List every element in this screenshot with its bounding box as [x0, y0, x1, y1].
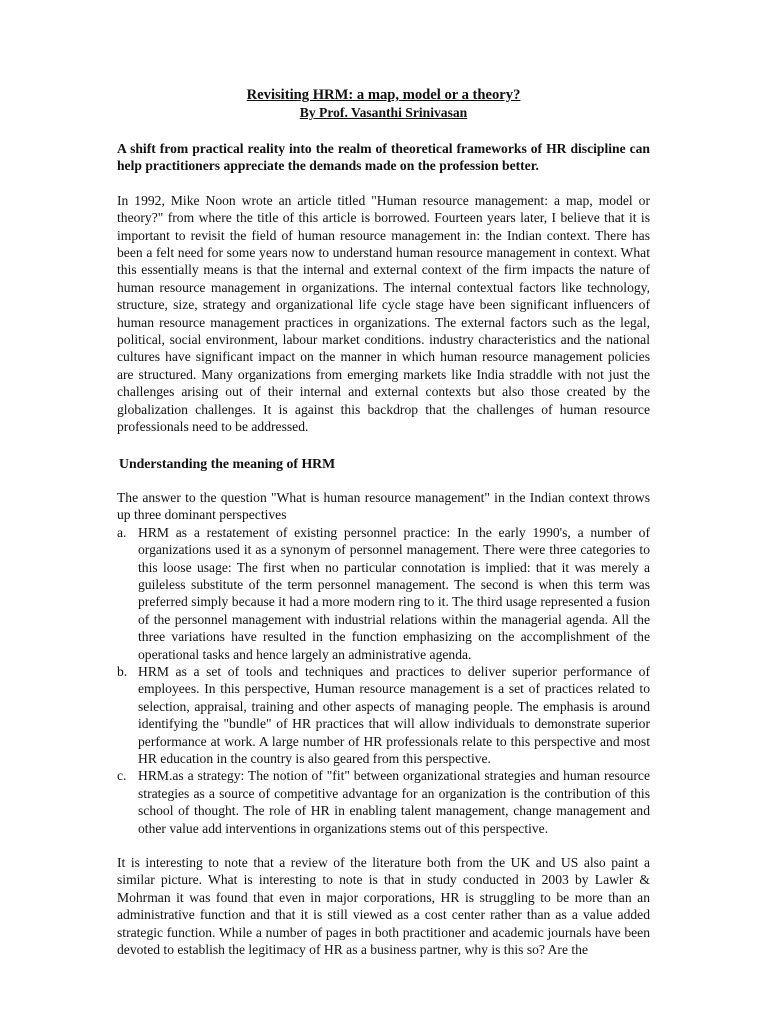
- list-marker: c.: [117, 768, 127, 784]
- list-item-text: HRM.as a strategy: The notion of "fit" between organizational strategies and human resource strategies as a source of competitive advantage for an organization is the contribution of this school of thought. The role of HR in enabling talent management, change management and other value add interventions in organizations stems out of this perspective.: [138, 768, 650, 836]
- list-item-text: HRM as a set of tools and techniques and practices to deliver superior performance of employees. In this perspective, Human resource management is a set of practices related to selection, appraisal, training and other aspects of managing people. The emphasis is around identifying the "bundle" of HR practices that will allow individuals to demonstrate superior performance at work. A large number of HR professionals relate to this perspective and most HR education in the country is also geared from this perspective.: [138, 663, 650, 766]
- list-item: [117, 663, 650, 767]
- paragraph-final: It is interesting to note that a review of the literature both from the UK and US also paint a similar picture. What is interesting to note is that in study conducted in 2003 by Lawler & Mohrman it was found that even in major corporations, HR is struggling to be more than an administrative function and that it is still viewed as a cost center rather than as a value added strategic function. While a number of pages in both practitioner and academic journals have been devoted to establish the legitimacy of HR as a business partner, why is this so? Are the: [117, 855, 650, 958]
- section-heading: Understanding the meaning of HRM: [119, 455, 336, 471]
- list-marker: a.: [117, 524, 127, 540]
- article-author: By Prof. Vasanthi Srinivasan: [299, 105, 468, 120]
- list-item: [117, 767, 650, 837]
- list-marker: b.: [117, 663, 128, 679]
- paragraph-1: In 1992, Mike Noon wrote an article titled "Human resource management: a map, model or theory?" from where the title of this article is borrowed. Fourteen years later, I believe that it is important to revisit the field of human resource management in: the Indian context. There has been a felt need for some years now to understand human resource management in context. What this essentially means is that the internal and external context of the firm impacts the nature of human resource management in organizations. The internal contextual factors like technology, structure, size, strategy and organizational life cycle stage have been significant influencers of human resource management practices in organizations. The external factors such as the legal, political, social environment, labour market conditions. industry characteristics and the national cultures have significant impact on the manner in which human resource management policies are structured. Many organizations from emerging markets like India straddle with not just the challenges arising out of their internal and external contexts but also those created by the globalization challenges. It is against this backdrop that the challenges of human resource professionals need to be addressed.: [117, 192, 650, 435]
- section-intro: The answer to the question "What is human resource management" in the Indian context throws up three dominant perspectives: [117, 489, 650, 523]
- list-item-text: HRM as a restatement of existing personnel practice: In the early 1990's, a number of organizations used it as a synonym of personnel management. There were three categories to this loose usage: The first when no particular connotation is implied: that it was merely a guileless substitute of the term personnel management. The second is when this term was preferred simply because it had a more modern ring to it. The third usage represented a fusion of the personnel management with industrial relations within the managerial agenda. All the three variations have resulted in the function emphasizing on the accomplishment of the operational tasks and hence largely an administrative agenda.: [138, 524, 650, 662]
- perspectives-list: [117, 524, 650, 837]
- lead-paragraph: A shift from practical reality into the realm of theoretical frameworks of HR discipline can help practitioners appreciate the demands made on the profession better.: [117, 141, 650, 174]
- article-title: Revisiting HRM: a map, model or a theory?: [246, 87, 521, 103]
- list-item: [117, 524, 650, 663]
- document-page: [117, 86, 650, 958]
